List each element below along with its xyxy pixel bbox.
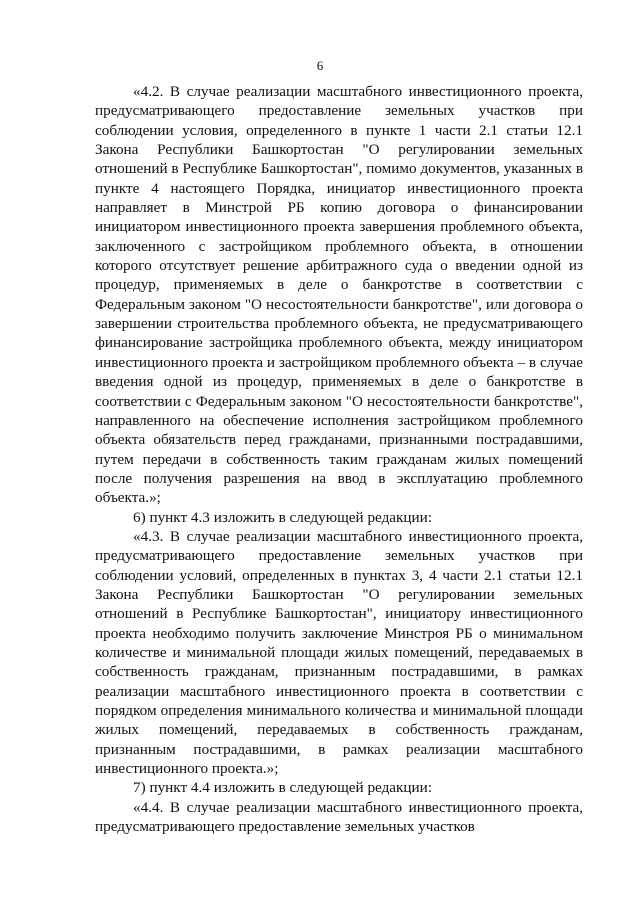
paragraph-item-7: 7) пункт 4.4 изложить в следующей редакции: <box>133 779 433 797</box>
paragraph-4-3: «4.3. В случае реализации масштабного инвестиционного проекта, предусматривающего предоставление земельных участков при соблюдении условий, определенных в пунктах 3, 4 части 2.1 статьи 12.1 Закона Республики Башкортостан "О регулировании земельных отношений в Республике Башкортостан", инициатору инвестиционного проекта необходимо получить заключение Минстроя РБ о минимальном количестве и минимальной площади жилых помещений, передаваемых в собственность гражданам, признанным пострадавшими, в рамках реализации масштабного инвестиционного проекта в соответствии с порядком определения минимального количества и минимальной площади жилых помещений, передаваемых в собственность гражданам, признанным пострадавшими, в рамках реализации масштабного инвестиционного проекта.»; <box>95 527 583 778</box>
document-body <box>95 82 583 836</box>
page-number: 6 <box>316 58 324 73</box>
paragraph-4-4: «4.4. В случае реализации масштабного инвестиционного проекта, предусматривающего предоставление земельных участков <box>95 798 583 836</box>
paragraph-4-2: «4.2. В случае реализации масштабного инвестиционного проекта, предусматривающего предоставление земельных участков при соблюдении условия, определенного в пункте 1 части 2.1 статьи 12.1 Закона Республики Башкортостан "О регулировании земельных отношений в Республике Башкортостан", помимо документов, указанных в пункте 4 настоящего Порядка, инициатор инвестиционного проекта направляет в Минстрой РБ копию договора о финансировании инициатором инвестиционного проекта завершения проблемного объекта, заключенного с застройщиком проблемного объекта, в отношении которого отсутствует решение арбитражного суда о введении одной из процедур, применяемых в деле о банкротстве в соответствии с Федеральным законом "О несостоятельности банкротстве", или договора о завершении строительства проблемного объекта, не предусматривающего финансирование застройщика проблемного объекта, между инициатором инвестиционного проекта и застройщиком проблемного объекта – в случае введения одной из процедур, применяемых в деле о банкротстве в соответствии с Федеральным законом "О несостоятельности банкротстве", направленного на обеспечение исполнения застройщиком проблемного объекта обязательств перед гражданами, признанными пострадавшими, путем передачи в собственность таким гражданам жилых помещений после получения разрешения на ввод в эксплуатацию проблемного объекта.»; <box>95 83 583 507</box>
paragraph-item-6: 6) пункт 4.3 изложить в следующей редакции: <box>133 508 433 526</box>
